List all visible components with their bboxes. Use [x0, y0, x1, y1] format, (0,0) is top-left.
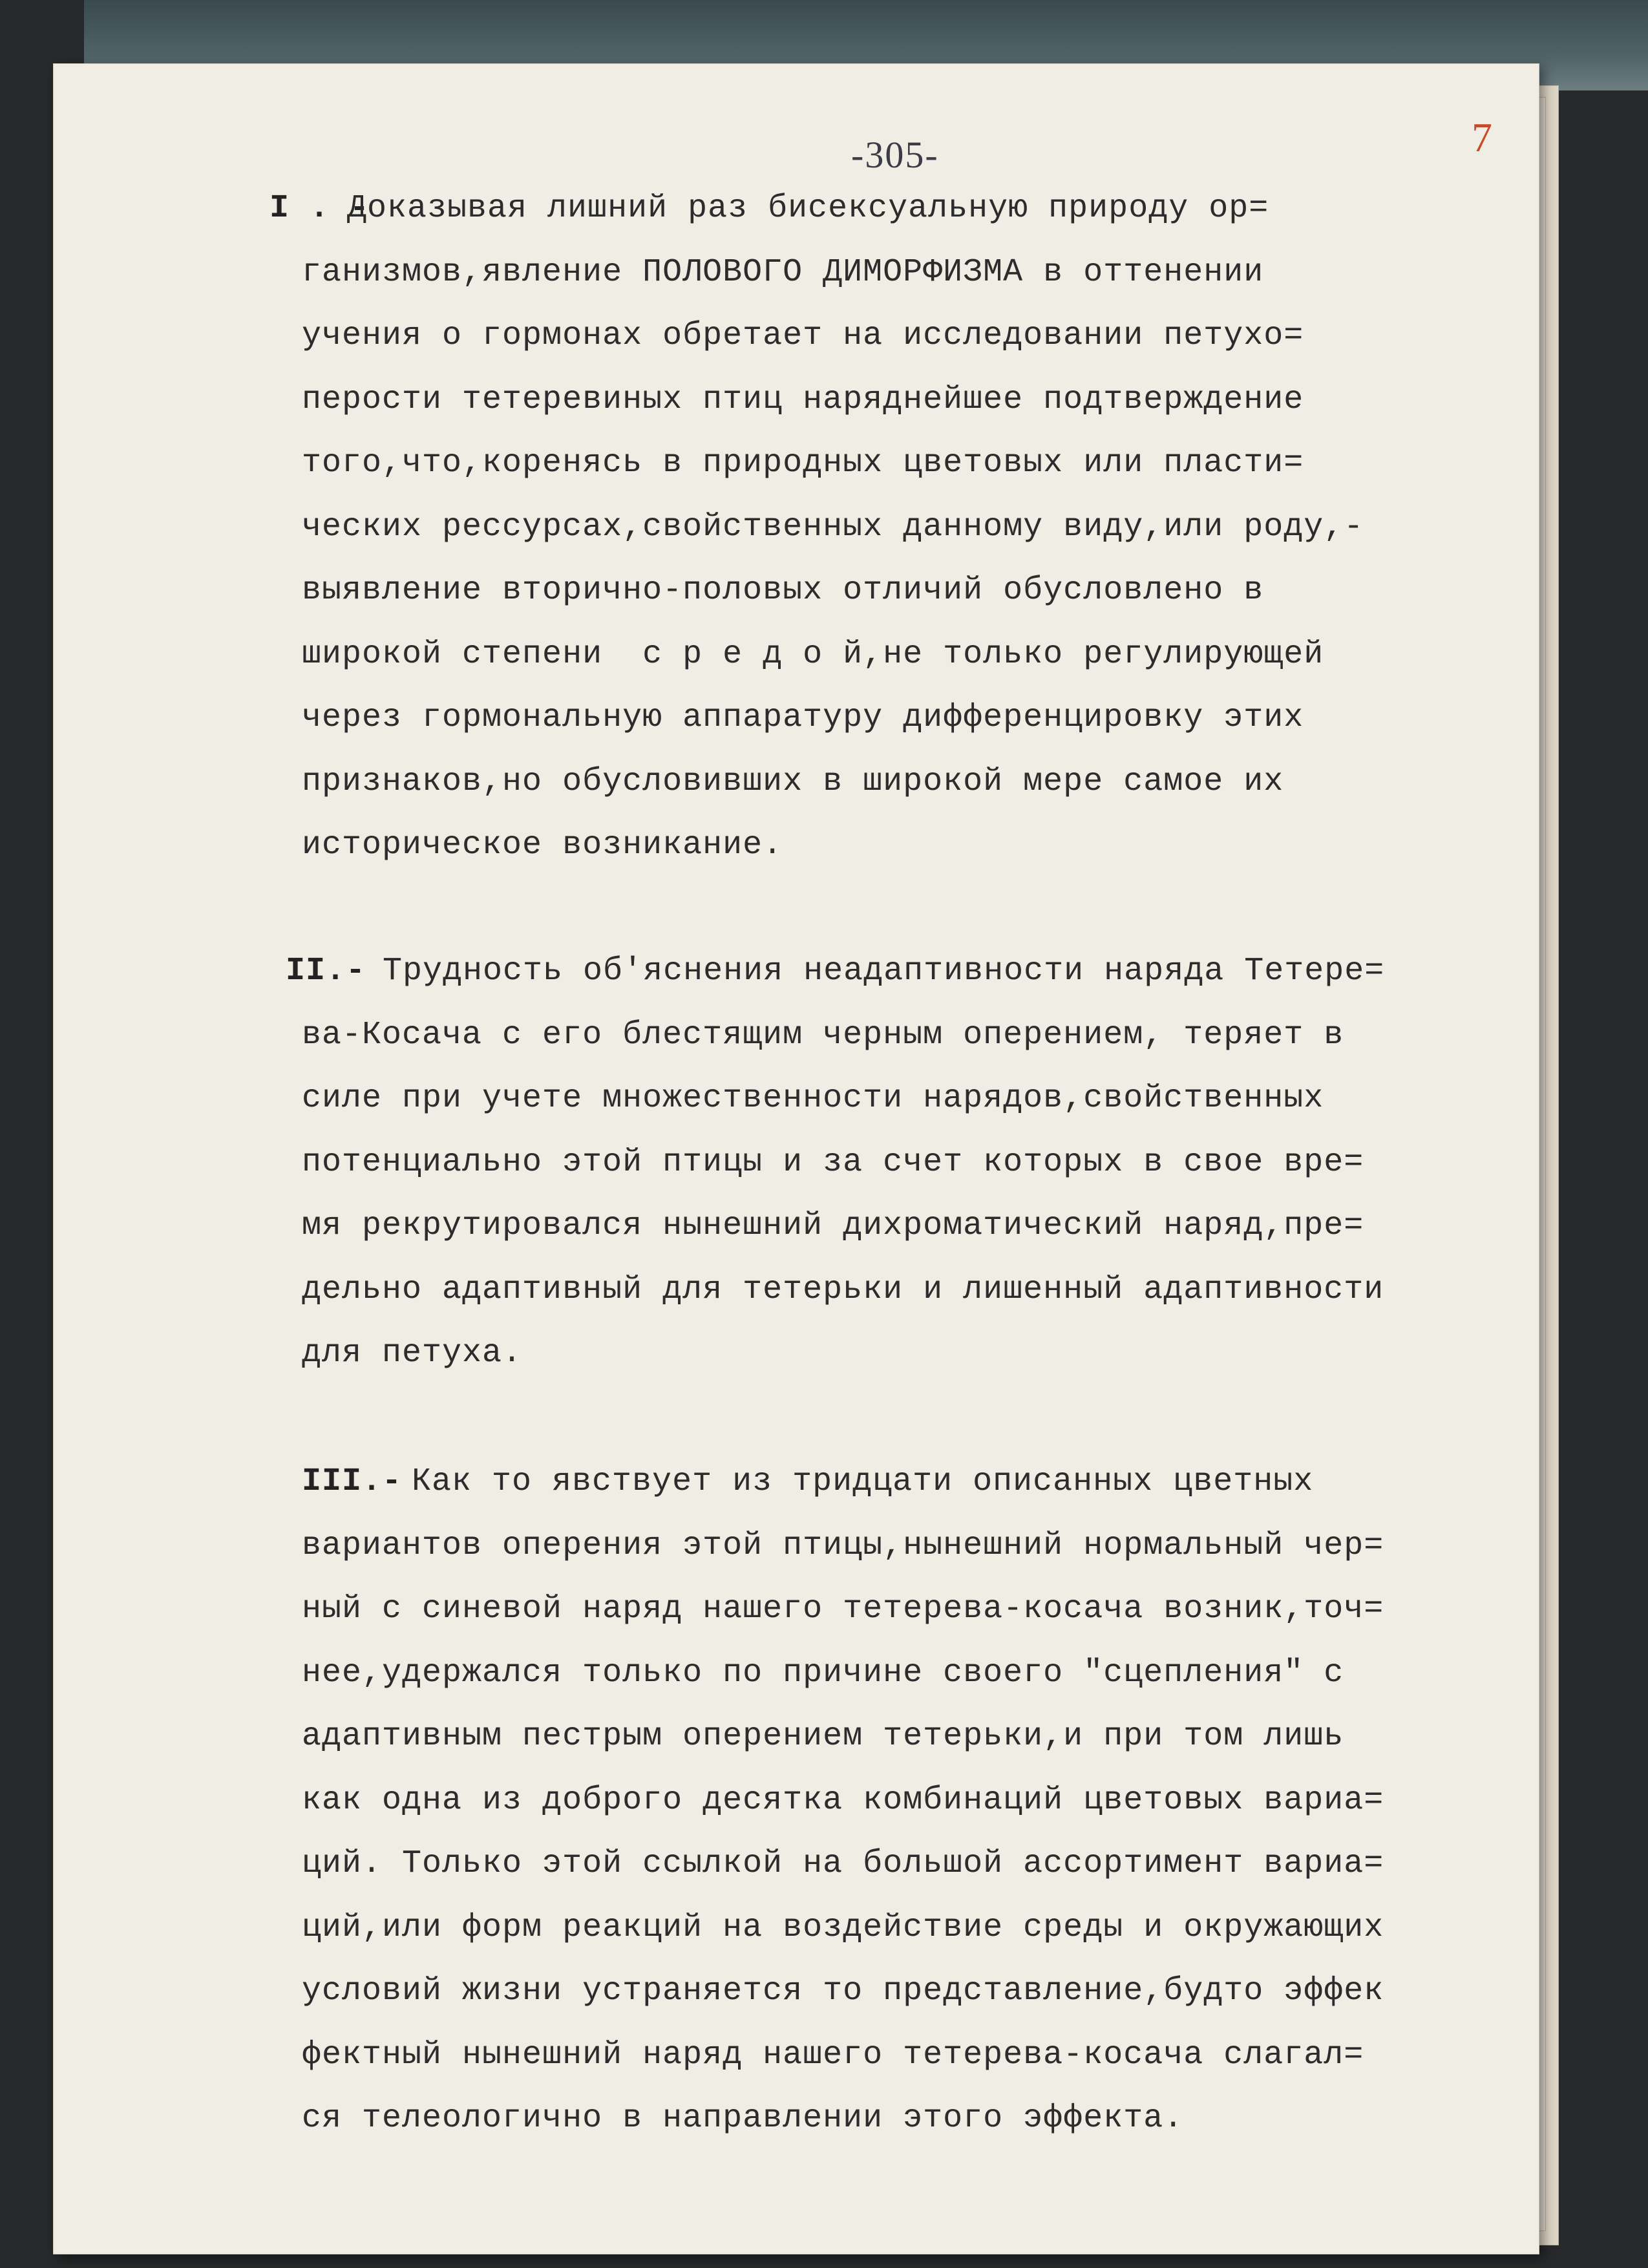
text-line: того,что,коренясь в природных цветовых или пласти=	[302, 445, 1304, 482]
text-line: для петуха.	[302, 1335, 523, 1372]
text-line: адаптивным пестрым оперением тетерьки,и при том лишь	[302, 1718, 1344, 1755]
text-line: потенциально этой птицы и за счет которых в свое вре=	[302, 1143, 1364, 1181]
text-line: Доказывая лишний раз бисексуальную природу ор=	[347, 190, 1269, 227]
text-line: вариантов оперения этой птицы,нынешний нормальный чер=	[302, 1527, 1384, 1564]
text-line: ва-Косача с его блестящим черным оперением, теряет в	[302, 1016, 1344, 1054]
paragraph-number: II.-	[286, 953, 366, 990]
typewritten-page	[53, 63, 1539, 2254]
text-line: широкой степени с р е д о й,не только регулирующей	[302, 635, 1324, 673]
text-line: силе при учете множественности нарядов,свойственных	[302, 1080, 1324, 1117]
page-number: -305-	[851, 134, 939, 176]
text-line: историческое возникание.	[302, 827, 783, 864]
text-line: ций. Только этой ссылкой на большой ассортимент вариа=	[302, 1845, 1384, 1882]
text-line: ческих рессурсах,свойственных данному виду,или роду,-	[302, 508, 1364, 546]
text-line: условий жизни устраняется то представление,будто эффек	[302, 1973, 1384, 2009]
text-line: фектный нынешний наряд нашего тетерева-косача слагал=	[302, 2036, 1364, 2073]
text-line: ганизмов,явление ПОЛОВОГО ДИМОРФИЗМА в оттенении	[302, 253, 1264, 291]
text-line: мя рекрутировался нынешний дихроматический наряд,пре=	[302, 1207, 1364, 1244]
text-line: признаков,но обусловивших в широкой мере самое их	[302, 763, 1284, 800]
text-line: ный с синевой наряд нашего тетерева-косача возник,точ=	[302, 1591, 1384, 1627]
text-line: нее,удержался только по причине своего "сцепления" с	[302, 1654, 1344, 1691]
paragraph-number: III.-	[302, 1463, 403, 1500]
text-line: дельно адаптивный для тетерьки и лишенный адаптивности	[302, 1271, 1384, 1308]
corner-mark: 7	[1472, 114, 1492, 160]
text-line: ся телеологично в направлении этого эффекта.	[302, 2100, 1184, 2137]
text-line: перости тетеревиных птиц наряднейшее подтверждение	[302, 381, 1304, 418]
text-line: ций,или форм реакций на воздействие среды и окружающих	[302, 1909, 1384, 1946]
text-line: как одна из доброго десятка комбинаций цветовых вариа=	[302, 1781, 1384, 1819]
paragraph-number: I . -	[269, 190, 370, 227]
text-line: через гормональную аппаратуру дифференцировку этих	[302, 699, 1304, 736]
text-line: выявление вторично-половых отличий обусловлено в	[302, 572, 1264, 609]
text-line: учения о гормонах обретает на исследовании петухо=	[302, 317, 1304, 354]
text-line: Как то явствует из тридцати описанных цветных	[412, 1463, 1314, 1500]
text-line: Трудность об'яснения неадаптивности наряда Тетере=	[383, 953, 1385, 990]
